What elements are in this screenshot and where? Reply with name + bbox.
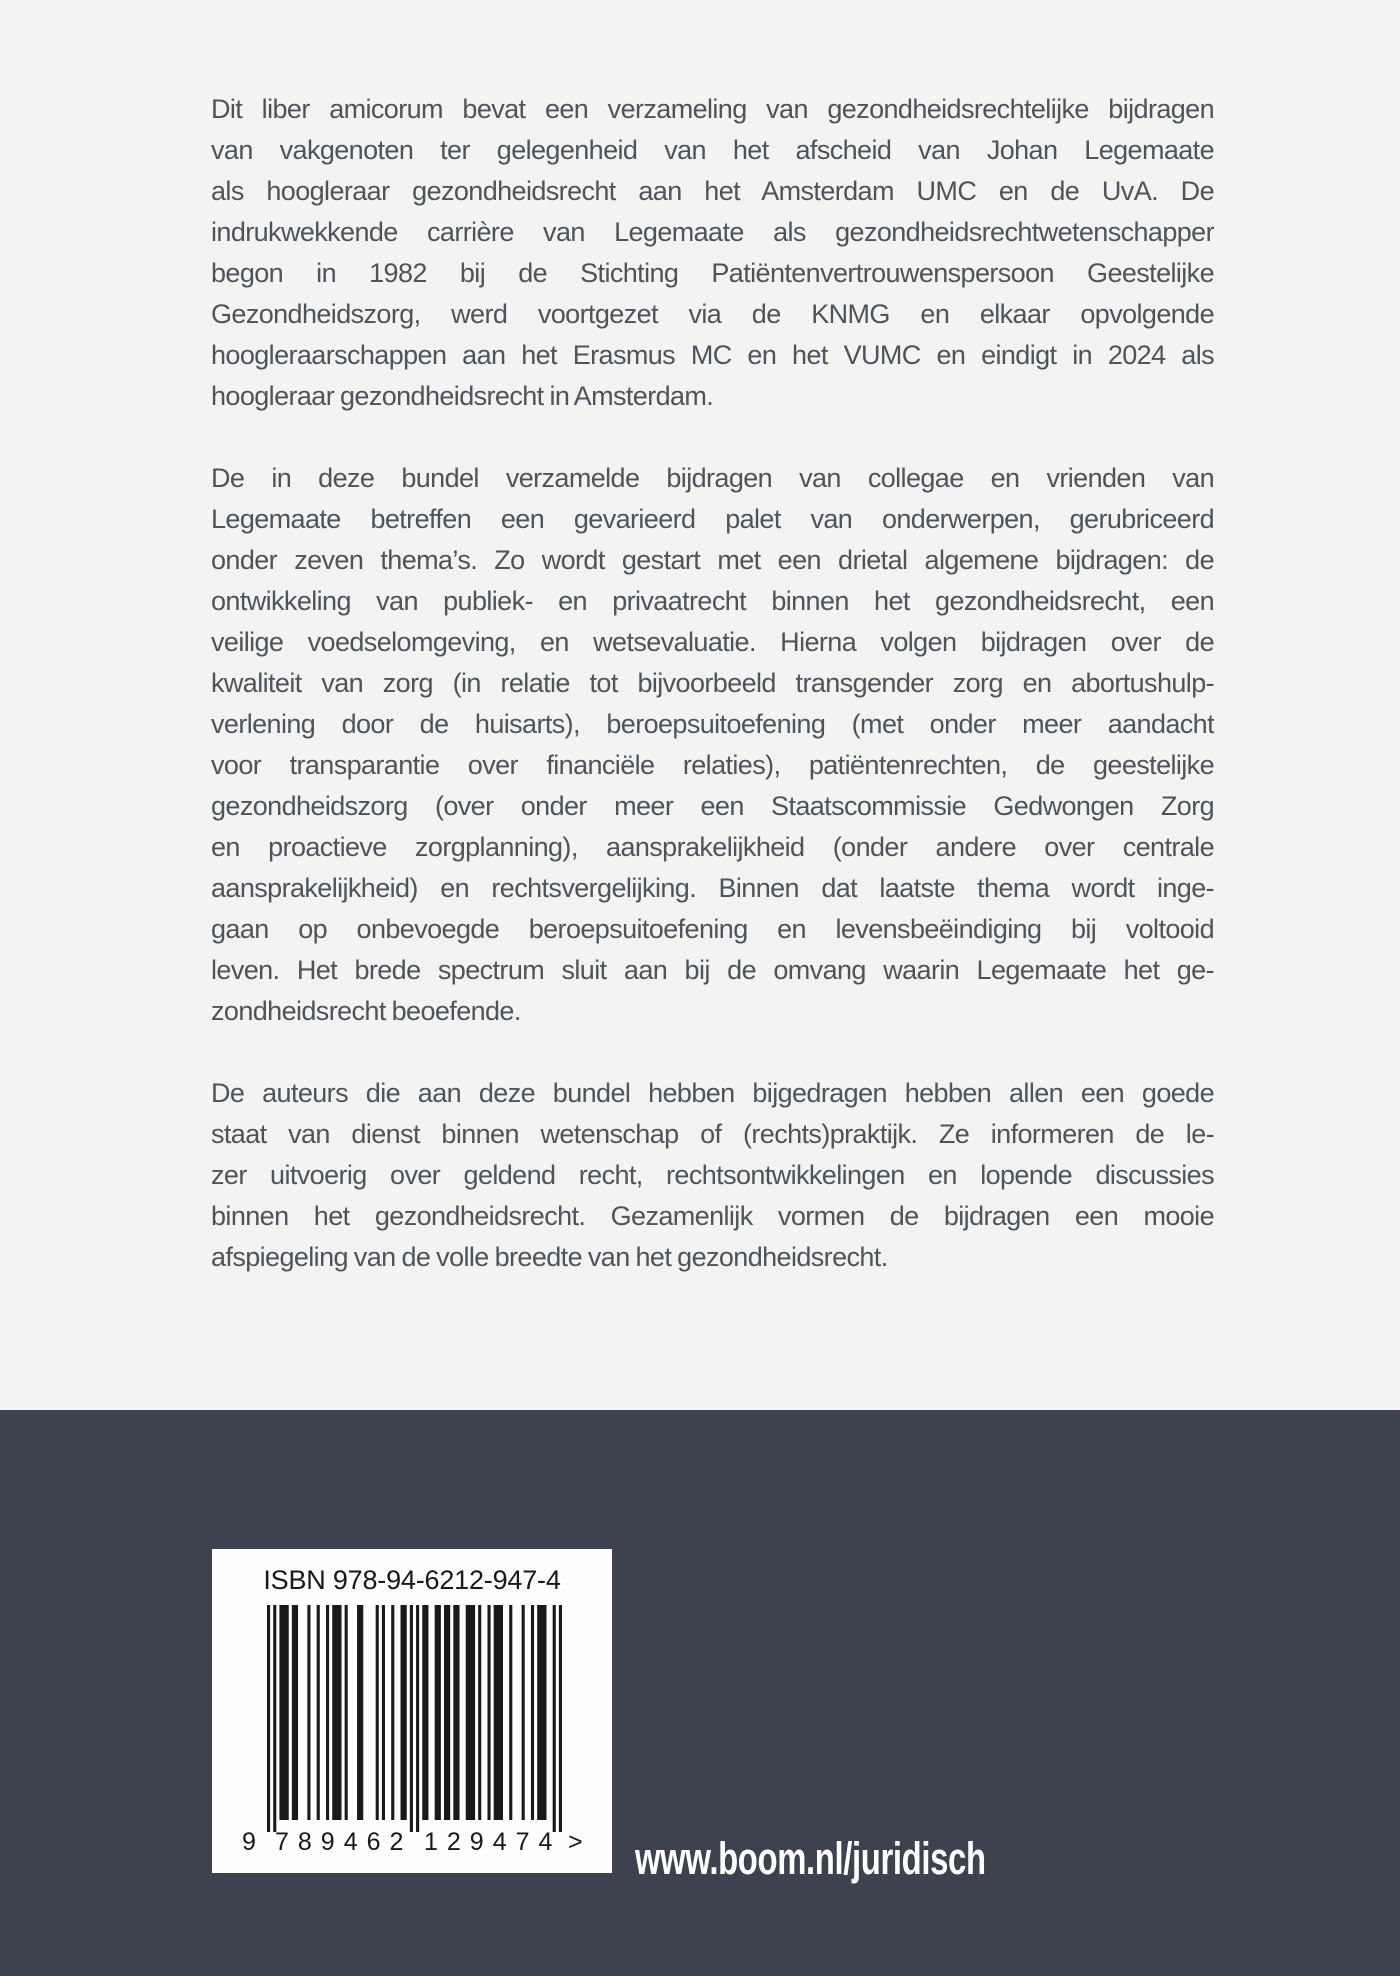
publisher-url: www.boom.nl/juridisch xyxy=(635,1833,986,1884)
text-line: kwaliteit van zorg (in relatie tot bijvoorbeeld transgender zorg en abortushulp- xyxy=(211,668,1214,698)
text-line: staat van dienst binnen wetenschap of (rechts)praktijk. Ze informeren de le- xyxy=(211,1119,1214,1149)
text-line: binnen het gezondheidsrecht. Gezamenlijk vormen de bijdragen een mooie xyxy=(211,1201,1214,1231)
barcode-box xyxy=(212,1549,612,1873)
paragraph xyxy=(211,89,1214,417)
barcode-quiet-zone-arrow: > xyxy=(568,1828,583,1856)
back-cover-text xyxy=(211,0,1214,1410)
text-line: hoogleraarschappen aan het Erasmus MC en het VUMC en eindigt in 2024 als xyxy=(211,340,1214,370)
text-line: zondheidsrecht beoefende. xyxy=(211,996,521,1026)
paragraph xyxy=(211,458,1214,1032)
text-line: Legemaate betreffen een gevarieerd palet van onderwerpen, gerubriceerd xyxy=(211,504,1214,534)
text-line: zer uitvoerig over geldend recht, rechtsontwikkelingen en lopende discussies xyxy=(211,1160,1214,1190)
text-line: veilige voedselomgeving, en wetsevaluatie. Hierna volgen bijdragen over de xyxy=(211,627,1214,657)
text-line: voor transparantie over financiële relaties), patiëntenrechten, de geestelijke xyxy=(211,750,1214,780)
text-line: gaan op onbevoegde beroepsuitoefening en levensbeëindiging bij voltooid xyxy=(211,914,1214,944)
barcode-digit-group-2: 129474 xyxy=(424,1828,562,1856)
text-line: verlening door de huisarts), beroepsuitoefening (met onder meer aandacht xyxy=(211,709,1214,739)
text-line: en proactieve zorgplanning), aansprakelijkheid (onder andere over centrale xyxy=(211,832,1214,862)
ean13-barcode xyxy=(267,1605,562,1832)
bottom-dark-band xyxy=(0,1410,1400,1976)
paragraph xyxy=(211,1073,1214,1278)
text-line: onder zeven thema’s. Zo wordt gestart met een drietal algemene bijdragen: de xyxy=(211,545,1214,575)
isbn-label: ISBN 978-94-6212-947-4 xyxy=(263,1565,561,1595)
text-line: indrukwekkende carrière van Legemaate als gezondheidsrechtwetenschapper xyxy=(211,217,1214,247)
text-line: Gezondheidszorg, werd voortgezet via de KNMG en elkaar opvolgende xyxy=(211,299,1214,329)
text-line: gezondheidszorg (over onder meer een Staatscommissie Gedwongen Zorg xyxy=(211,791,1214,821)
text-line: ontwikkeling van publiek- en privaatrecht binnen het gezondheidsrecht, een xyxy=(211,586,1214,616)
text-line: hoogleraar gezondheidsrecht in Amsterdam. xyxy=(211,381,714,411)
text-line: begon in 1982 bij de Stichting Patiëntenvertrouwenspersoon Geestelijke xyxy=(211,258,1214,288)
barcode-digit-group-1: 789462 xyxy=(275,1828,413,1856)
text-line: leven. Het brede spectrum sluit aan bij de omvang waarin Legemaate het ge- xyxy=(211,955,1214,985)
text-line: De auteurs die aan deze bundel hebben bijgedragen hebben allen een goede xyxy=(211,1078,1214,1108)
text-line: De in deze bundel verzamelde bijdragen van collegae en vrienden van xyxy=(211,463,1214,493)
barcode-lead-digit: 9 xyxy=(242,1828,256,1856)
text-line: Dit liber amicorum bevat een verzameling van gezondheidsrechtelijke bijdragen xyxy=(211,94,1214,124)
text-line: afspiegeling van de volle breedte van het gezondheidsrecht. xyxy=(211,1242,888,1272)
text-line: van vakgenoten ter gelegenheid van het afscheid van Johan Legemaate xyxy=(211,135,1214,165)
text-line: als hoogleraar gezondheidsrecht aan het Amsterdam UMC en de UvA. De xyxy=(211,176,1214,206)
text-line: aansprakelijkheid) en rechtsvergelijking. Binnen dat laatste thema wordt inge- xyxy=(211,873,1214,903)
